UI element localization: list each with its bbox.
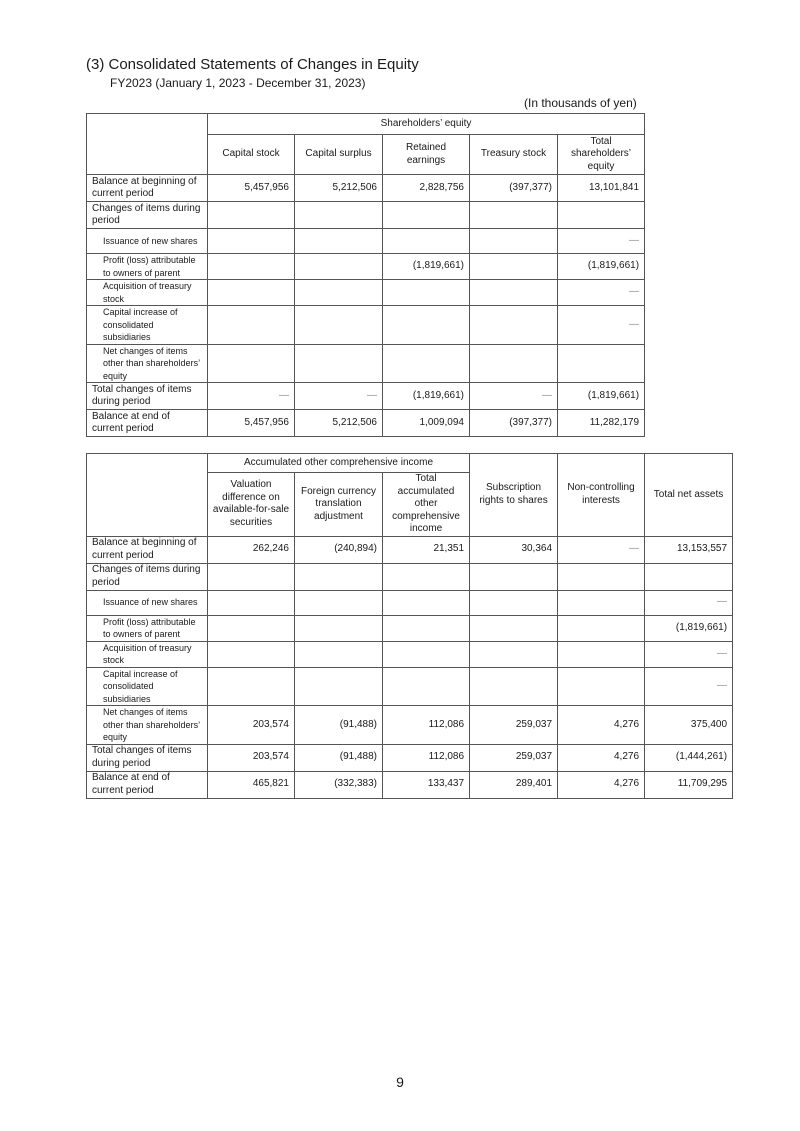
value-cell: 133,437 <box>383 771 470 798</box>
table-row <box>87 641 733 667</box>
value-cell: 2,828,756 <box>383 175 470 202</box>
value-cell <box>295 590 383 615</box>
value-cell: — <box>558 280 645 306</box>
value-cell <box>470 254 558 280</box>
shareholders-equity-group-header: Shareholders’ equity <box>208 114 645 135</box>
table-row <box>87 280 645 306</box>
accumulated-oci-group-header: Accumulated other comprehensive income <box>208 454 470 473</box>
value-cell <box>208 254 295 280</box>
value-cell <box>383 280 470 306</box>
value-cell: 5,212,506 <box>295 175 383 202</box>
row-label: Changes of items during period <box>87 563 208 590</box>
column-header: Total net assets <box>645 454 733 537</box>
value-cell <box>383 306 470 345</box>
row-label: Balance at end of current period <box>87 771 208 798</box>
value-cell: (397,377) <box>470 410 558 437</box>
value-cell <box>383 344 470 383</box>
value-cell: 112,086 <box>383 706 470 745</box>
row-label: Changes of items during period <box>87 202 208 229</box>
value-cell <box>295 306 383 345</box>
row-label: Capital increase of consolidated subsidiaries <box>87 306 208 345</box>
table-row <box>87 383 645 410</box>
value-cell: 203,574 <box>208 744 295 771</box>
value-cell: (397,377) <box>470 175 558 202</box>
value-cell: (1,819,661) <box>645 615 733 641</box>
value-cell <box>470 280 558 306</box>
value-cell: 13,101,841 <box>558 175 645 202</box>
column-header: Subscription rights to shares <box>470 454 558 537</box>
value-cell <box>383 667 470 706</box>
column-header: Total accumulated other comprehensive income <box>383 473 470 537</box>
value-cell: — <box>558 229 645 254</box>
value-cell <box>645 563 733 590</box>
fiscal-period-subtitle: FY2023 (January 1, 2023 - December 31, 2023) <box>110 76 366 90</box>
value-cell <box>470 641 558 667</box>
value-cell: 203,574 <box>208 706 295 745</box>
value-cell <box>470 229 558 254</box>
value-cell <box>208 280 295 306</box>
value-cell: 30,364 <box>470 536 558 563</box>
value-cell: (1,819,661) <box>383 383 470 410</box>
table-row <box>87 706 733 745</box>
table-row <box>87 615 733 641</box>
value-cell <box>383 641 470 667</box>
value-cell: 259,037 <box>470 744 558 771</box>
value-cell: 1,009,094 <box>383 410 470 437</box>
row-label: Acquisition of treasury stock <box>87 641 208 667</box>
page-title: (3) Consolidated Statements of Changes in Equity <box>86 56 419 73</box>
value-cell: 4,276 <box>558 744 645 771</box>
row-label: Net changes of items other than shareholders’ equity <box>87 706 208 745</box>
value-cell <box>295 229 383 254</box>
value-cell <box>558 202 645 229</box>
value-cell <box>295 615 383 641</box>
column-header: Treasury stock <box>470 135 558 175</box>
table-row <box>87 667 733 706</box>
unit-note: (In thousands of yen) <box>524 96 637 110</box>
value-cell: (240,894) <box>295 536 383 563</box>
value-cell: — <box>645 641 733 667</box>
table-row <box>87 175 645 202</box>
value-cell <box>295 563 383 590</box>
value-cell: 262,246 <box>208 536 295 563</box>
table-row <box>87 202 645 229</box>
row-label: Balance at end of current period <box>87 410 208 437</box>
value-cell <box>558 667 645 706</box>
row-label-header <box>87 114 208 175</box>
row-label: Balance at beginning of current period <box>87 536 208 563</box>
value-cell <box>208 229 295 254</box>
value-cell <box>295 641 383 667</box>
value-cell <box>383 229 470 254</box>
table-row <box>87 344 645 383</box>
table-body <box>87 536 733 798</box>
row-label: Balance at beginning of current period <box>87 175 208 202</box>
row-label: Total changes of items during period <box>87 383 208 410</box>
row-label-header <box>87 454 208 537</box>
table-row <box>87 536 733 563</box>
table-row <box>87 563 733 590</box>
value-cell <box>208 306 295 345</box>
value-cell: (332,383) <box>295 771 383 798</box>
column-header: Capital stock <box>208 135 295 175</box>
table-row <box>87 744 733 771</box>
value-cell <box>295 667 383 706</box>
value-cell <box>383 202 470 229</box>
value-cell: 5,457,956 <box>208 410 295 437</box>
value-cell <box>470 563 558 590</box>
value-cell: 375,400 <box>645 706 733 745</box>
value-cell: 259,037 <box>470 706 558 745</box>
value-cell: 5,457,956 <box>208 175 295 202</box>
value-cell: — <box>558 306 645 345</box>
table-row <box>87 229 645 254</box>
shareholders-equity-table <box>86 113 645 437</box>
value-cell: 112,086 <box>383 744 470 771</box>
value-cell: 465,821 <box>208 771 295 798</box>
value-cell <box>383 615 470 641</box>
value-cell <box>470 667 558 706</box>
value-cell: (1,444,261) <box>645 744 733 771</box>
value-cell <box>208 202 295 229</box>
value-cell <box>470 306 558 345</box>
comprehensive-income-table <box>86 453 733 799</box>
row-label: Net changes of items other than shareholders’ equity <box>87 344 208 383</box>
value-cell: — <box>645 590 733 615</box>
value-cell <box>470 590 558 615</box>
value-cell: — <box>558 536 645 563</box>
value-cell <box>295 202 383 229</box>
row-label: Issuance of new shares <box>87 229 208 254</box>
value-cell: — <box>208 383 295 410</box>
row-label: Issuance of new shares <box>87 590 208 615</box>
table-row <box>87 590 733 615</box>
table-row <box>87 306 645 345</box>
column-header: Valuation difference on available-for-sale securities <box>208 473 295 537</box>
row-label: Profit (loss) attributable to owners of parent <box>87 254 208 280</box>
value-cell <box>558 590 645 615</box>
value-cell: 13,153,557 <box>645 536 733 563</box>
table-row <box>87 254 645 280</box>
value-cell: 289,401 <box>470 771 558 798</box>
column-header: Non-controlling interests <box>558 454 645 537</box>
value-cell <box>470 344 558 383</box>
value-cell: (1,819,661) <box>558 254 645 280</box>
value-cell: (91,488) <box>295 706 383 745</box>
value-cell <box>295 280 383 306</box>
table-row <box>87 771 733 798</box>
row-label: Profit (loss) attributable to owners of parent <box>87 615 208 641</box>
value-cell: 5,212,506 <box>295 410 383 437</box>
column-header: Foreign currency translation adjustment <box>295 473 383 537</box>
value-cell: (1,819,661) <box>558 383 645 410</box>
value-cell: — <box>470 383 558 410</box>
value-cell <box>295 254 383 280</box>
value-cell <box>383 563 470 590</box>
value-cell <box>558 344 645 383</box>
value-cell: 11,709,295 <box>645 771 733 798</box>
value-cell <box>208 344 295 383</box>
value-cell <box>208 590 295 615</box>
value-cell: 4,276 <box>558 706 645 745</box>
value-cell <box>208 563 295 590</box>
column-header: Retained earnings <box>383 135 470 175</box>
column-header: Capital surplus <box>295 135 383 175</box>
value-cell <box>470 202 558 229</box>
page-number: 9 <box>396 1074 404 1090</box>
value-cell: (1,819,661) <box>383 254 470 280</box>
value-cell: — <box>645 667 733 706</box>
value-cell <box>558 563 645 590</box>
row-label: Total changes of items during period <box>87 744 208 771</box>
value-cell <box>208 641 295 667</box>
table-body <box>87 175 645 437</box>
value-cell <box>208 615 295 641</box>
value-cell: 4,276 <box>558 771 645 798</box>
value-cell <box>383 590 470 615</box>
row-label: Capital increase of consolidated subsidiaries <box>87 667 208 706</box>
value-cell: (91,488) <box>295 744 383 771</box>
column-header: Total shareholders’ equity <box>558 135 645 175</box>
value-cell <box>470 615 558 641</box>
value-cell <box>295 344 383 383</box>
row-label: Acquisition of treasury stock <box>87 280 208 306</box>
value-cell: 21,351 <box>383 536 470 563</box>
value-cell <box>558 615 645 641</box>
value-cell <box>208 667 295 706</box>
table-row <box>87 410 645 437</box>
value-cell <box>558 641 645 667</box>
value-cell: — <box>295 383 383 410</box>
value-cell: 11,282,179 <box>558 410 645 437</box>
